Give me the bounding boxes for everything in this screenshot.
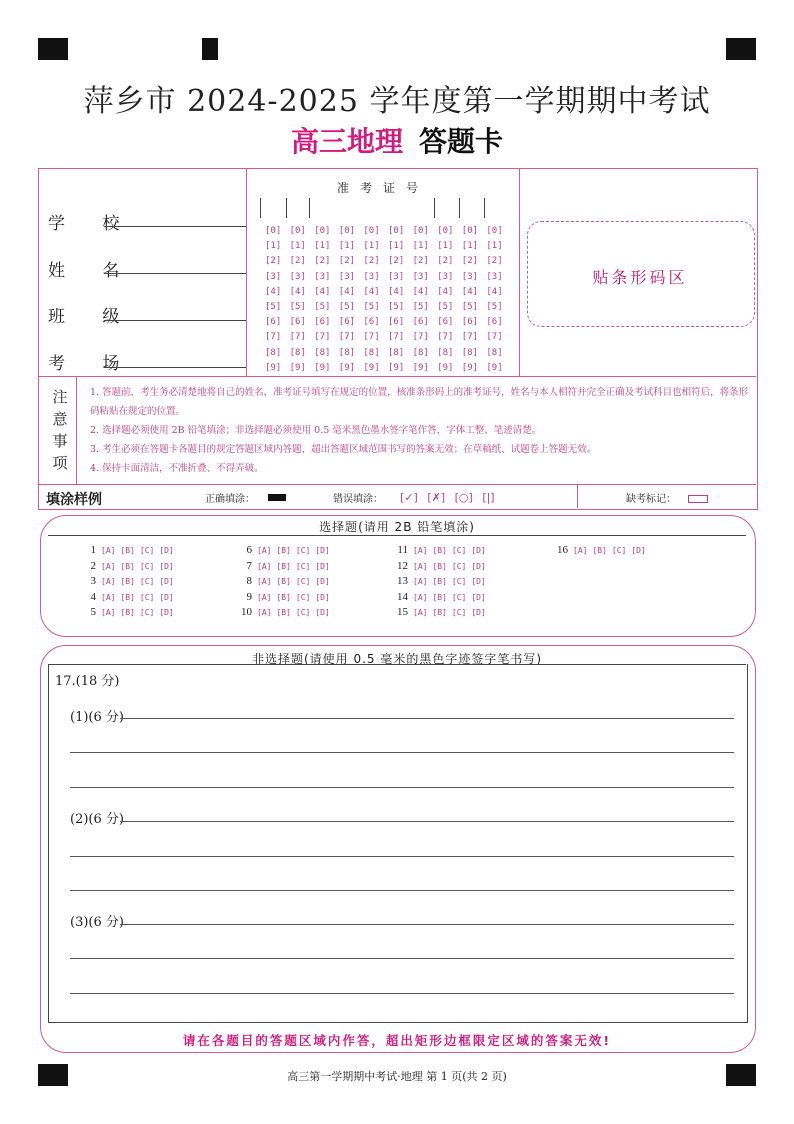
answer-line[interactable] xyxy=(120,924,734,925)
option-bubble[interactable]: [B] xyxy=(120,577,135,587)
ticket-digit-bubble[interactable]: [5] xyxy=(338,302,356,312)
option-bubble[interactable]: [C] xyxy=(611,546,627,555)
option-bubble[interactable]: [B] xyxy=(276,592,291,602)
option-bubble[interactable]: [A] xyxy=(101,546,116,555)
ticket-digit-bubble[interactable]: [9] xyxy=(265,362,282,373)
option-bubble[interactable]: [D] xyxy=(631,546,646,555)
question-17-label: 17.(18 分) xyxy=(55,674,120,689)
notice-char: 意 xyxy=(52,410,68,428)
ticket-digit-bubble[interactable]: [0] xyxy=(412,226,429,236)
ticket-digit-bubble[interactable]: [8] xyxy=(338,347,356,358)
option-bubble[interactable]: [C] xyxy=(295,577,311,587)
ticket-digit-bubble[interactable]: [3] xyxy=(412,271,429,282)
option-bubble[interactable]: [B] xyxy=(432,592,447,602)
option-bubble[interactable]: [D] xyxy=(315,546,330,555)
ticket-digit-bubble[interactable]: [7] xyxy=(314,332,331,343)
ticket-digit-bubble[interactable]: [7] xyxy=(461,332,479,343)
card-title xyxy=(0,120,794,160)
option-bubble[interactable]: [B] xyxy=(432,608,447,618)
exam-title: 萍乡市 2024-2025 学年度第一学期期中考试 xyxy=(83,84,711,119)
ticket-digit-bubble[interactable]: [3] xyxy=(461,271,479,282)
choice-question xyxy=(392,606,491,618)
answer-line[interactable] xyxy=(70,958,734,959)
option-bubble[interactable]: [A] xyxy=(101,592,116,602)
divider xyxy=(38,376,756,377)
option-bubble[interactable]: [C] xyxy=(295,592,311,602)
ticket-digit-bubble[interactable]: [1] xyxy=(363,241,380,252)
part-2-label: (2)(6 分) xyxy=(70,812,124,827)
ticket-entry-divider xyxy=(286,198,287,218)
ticket-digit-bubble[interactable]: [6] xyxy=(486,317,503,328)
ticket-digit-bubble[interactable]: [5] xyxy=(289,302,306,312)
ticket-entry-divider xyxy=(434,198,435,218)
ticket-digit-bubble[interactable]: [2] xyxy=(314,256,331,267)
check-mark-icon: [✓] xyxy=(400,491,418,504)
part-1-label: (1)(6 分) xyxy=(70,710,124,725)
question-number: 3 xyxy=(90,575,96,588)
page-footer: 高三第一学期期中考试·地理 第 1 页(共 2 页) xyxy=(287,1070,507,1083)
notice-item: 2. 选择题必须使用 2B 铅笔填涂；非选择题必须使用 0.5 毫米黑色墨水签字笔作答，字体工整、笔迹清楚。 xyxy=(90,425,542,436)
ticket-digit-bubble[interactable]: [8] xyxy=(388,347,405,358)
option-bubble[interactable]: [D] xyxy=(159,592,174,602)
choice-question xyxy=(236,575,335,587)
answer-line[interactable] xyxy=(120,821,734,822)
choice-question xyxy=(552,544,651,556)
divider xyxy=(76,376,77,484)
option-bubble[interactable]: [D] xyxy=(315,561,330,571)
option-bubble[interactable]: [B] xyxy=(120,561,135,571)
ticket-digit-bubble[interactable]: [0] xyxy=(289,226,306,236)
option-bubble[interactable]: [A] xyxy=(101,608,116,618)
choice-question xyxy=(392,544,491,556)
ticket-digit-bubble[interactable]: [1] xyxy=(486,241,503,252)
ticket-digit-bubble[interactable]: [4] xyxy=(486,286,503,297)
question-number: 7 xyxy=(246,559,252,572)
answer-line[interactable] xyxy=(120,718,734,719)
correct-fill-sample xyxy=(268,494,286,501)
ticket-entry-divider xyxy=(309,198,310,218)
option-bubble[interactable]: [B] xyxy=(432,561,447,571)
ticket-digit-bubble[interactable]: [2] xyxy=(412,256,429,267)
option-bubble[interactable]: [A] xyxy=(413,577,428,587)
notice-char: 事 xyxy=(52,432,68,450)
nonchoice-heading: 非选择题(请使用 0.5 毫米的黑色字迹签字笔书写) xyxy=(251,652,543,666)
option-bubble[interactable]: [C] xyxy=(295,546,311,555)
ticket-digit-bubble[interactable]: [7] xyxy=(412,332,429,343)
ticket-digit-bubble[interactable]: [6] xyxy=(363,317,380,328)
option-bubble[interactable]: [C] xyxy=(451,561,467,571)
divider xyxy=(577,484,578,508)
school-label: 学 校 xyxy=(48,214,136,234)
ticket-digit-bubble[interactable]: [0] xyxy=(314,226,331,236)
option-bubble[interactable]: [D] xyxy=(471,608,486,618)
ticket-digit-bubble[interactable]: [6] xyxy=(412,317,429,328)
option-bubble[interactable]: [C] xyxy=(451,608,467,618)
option-bubble[interactable]: [A] xyxy=(413,561,428,571)
room-label: 考 场 xyxy=(48,354,136,374)
option-bubble[interactable]: [A] xyxy=(413,546,428,555)
ticket-digit-bubble[interactable]: [0] xyxy=(461,226,479,236)
ticket-digit-bubble[interactable]: [7] xyxy=(363,332,380,343)
ticket-digit-bubble[interactable]: [4] xyxy=(314,286,331,297)
ticket-digit-bubble[interactable]: [9] xyxy=(363,362,380,373)
part-3-label: (3)(6 分) xyxy=(70,915,124,930)
wrong-fill-samples xyxy=(400,491,495,504)
ticket-digit-bubble[interactable]: [0] xyxy=(363,226,380,236)
ticket-digit-bubble[interactable]: [3] xyxy=(363,271,380,282)
ticket-digit-bubble[interactable]: [6] xyxy=(388,317,405,328)
barcode-label: 贴条形码区 xyxy=(592,268,688,287)
question-number: 12 xyxy=(397,559,408,572)
cross-mark-icon: [✗] xyxy=(427,491,446,504)
ticket-digit-bubble[interactable]: [1] xyxy=(265,241,282,252)
question-number: 13 xyxy=(397,575,408,588)
ticket-digit-bubble[interactable]: [2] xyxy=(338,256,356,267)
choice-question xyxy=(236,560,335,572)
ticket-digit-bubble[interactable]: [0] xyxy=(486,226,503,236)
ticket-digit-bubble[interactable]: [4] xyxy=(363,286,380,297)
ticket-digit-bubble[interactable]: [8] xyxy=(265,347,282,358)
room-field[interactable] xyxy=(104,367,246,368)
ticket-digit-bubble[interactable]: [9] xyxy=(486,362,503,373)
ticket-digit-bubble[interactable]: [5] xyxy=(437,302,454,312)
ticket-digit-bubble[interactable]: [8] xyxy=(314,347,331,358)
divider xyxy=(48,535,746,536)
option-bubble[interactable]: [A] xyxy=(101,577,116,587)
option-bubble[interactable]: [D] xyxy=(315,608,330,618)
option-bubble[interactable]: [B] xyxy=(120,592,135,602)
divider xyxy=(246,168,247,376)
option-bubble[interactable]: [C] xyxy=(139,592,155,602)
option-bubble[interactable]: [A] xyxy=(257,561,272,571)
option-bubble[interactable]: [C] xyxy=(451,577,467,587)
option-bubble[interactable]: [D] xyxy=(159,546,174,555)
option-bubble[interactable]: [A] xyxy=(101,561,116,571)
notice-item: 3. 考生必须在答题卡各题目的规定答题区域内答题，超出答题区域范围书写的答案无效；在草稿纸、试题卷上答题无效。 xyxy=(90,444,597,455)
ticket-digit-bubble[interactable]: [6] xyxy=(289,317,306,328)
ticket-digit-bubble[interactable]: [1] xyxy=(412,241,429,252)
option-bubble[interactable]: [D] xyxy=(315,592,330,602)
ticket-digit-bubble[interactable]: [5] xyxy=(388,302,405,312)
question-number: 11 xyxy=(397,544,408,556)
question-number: 15 xyxy=(397,606,408,619)
ticket-digit-bubble[interactable]: [8] xyxy=(289,347,306,358)
answer-line[interactable] xyxy=(70,787,734,788)
ticket-digit-bubble[interactable]: [5] xyxy=(265,302,282,312)
ticket-digit-bubble[interactable]: [2] xyxy=(461,256,479,267)
ticket-digit-bubble[interactable]: [7] xyxy=(338,332,356,343)
question-number: 10 xyxy=(241,606,252,619)
option-bubble[interactable]: [C] xyxy=(139,608,155,618)
school-field[interactable] xyxy=(104,226,246,227)
boundary-warning: 请在各题目的答题区域内作答，超出矩形边框限定区域的答案无效! xyxy=(182,1033,612,1048)
bar-mark-icon: [|] xyxy=(482,491,495,504)
option-bubble[interactable]: [C] xyxy=(451,546,467,555)
option-bubble[interactable]: [B] xyxy=(276,546,291,555)
ticket-digit-bubble[interactable]: [2] xyxy=(265,256,282,267)
option-bubble[interactable]: [D] xyxy=(471,546,486,555)
card-label: 答题卡 xyxy=(419,125,504,158)
ticket-digit-bubble[interactable]: [9] xyxy=(412,362,429,373)
ticket-digit-bubble[interactable]: [4] xyxy=(265,286,282,297)
choice-question xyxy=(80,591,179,603)
ticket-digit-bubble[interactable]: [1] xyxy=(338,241,356,252)
option-bubble[interactable]: [A] xyxy=(413,592,428,602)
option-bubble[interactable]: [B] xyxy=(276,608,291,618)
option-bubble[interactable]: [A] xyxy=(257,546,272,555)
ticket-digit-bubble[interactable]: [5] xyxy=(363,302,380,312)
choice-question xyxy=(392,560,491,572)
ticket-digit-bubble[interactable]: [7] xyxy=(265,332,282,343)
ticket-digit-bubble[interactable]: [1] xyxy=(437,241,454,252)
ticket-digit-bubble[interactable]: [1] xyxy=(289,241,306,252)
ticket-digit-bubble[interactable]: [5] xyxy=(412,302,429,312)
ticket-digit-bubble[interactable]: [3] xyxy=(486,271,503,282)
ticket-digit-bubble[interactable]: [1] xyxy=(314,241,331,252)
ticket-digit-bubble[interactable]: [0] xyxy=(437,226,454,236)
question-number: 5 xyxy=(90,606,96,619)
ticket-digit-bubble[interactable]: [6] xyxy=(265,317,282,328)
option-bubble[interactable]: [D] xyxy=(159,608,174,618)
option-bubble[interactable]: [B] xyxy=(432,546,447,555)
ticket-digit-bubble[interactable]: [6] xyxy=(314,317,331,328)
ticket-digit-bubble[interactable]: [3] xyxy=(338,271,356,282)
ticket-digit-bubble[interactable]: [5] xyxy=(486,302,503,312)
option-bubble[interactable]: [A] xyxy=(257,608,272,618)
option-bubble[interactable]: [D] xyxy=(471,592,486,602)
registration-mark xyxy=(202,38,218,60)
ticket-digit-bubble[interactable]: [3] xyxy=(388,271,405,282)
question-number: 8 xyxy=(246,575,252,588)
question-number: 6 xyxy=(246,544,252,556)
question-number: 16 xyxy=(557,544,568,556)
option-bubble[interactable]: [C] xyxy=(295,561,311,571)
ticket-digit-bubble[interactable]: [3] xyxy=(437,271,454,282)
option-bubble[interactable]: [B] xyxy=(432,577,447,587)
class-label: 班 级 xyxy=(48,307,136,327)
ticket-entry-divider xyxy=(484,198,485,218)
ticket-digit-bubble[interactable]: [0] xyxy=(388,226,405,236)
ticket-digit-bubble[interactable]: [2] xyxy=(486,256,503,267)
ticket-digit-bubble[interactable]: [8] xyxy=(412,347,429,358)
option-bubble[interactable]: [C] xyxy=(295,608,311,618)
option-bubble[interactable]: [C] xyxy=(139,577,155,587)
choice-question xyxy=(236,606,335,618)
option-bubble[interactable]: [A] xyxy=(573,546,588,555)
answer-line[interactable] xyxy=(70,856,734,857)
ticket-digit-bubble[interactable]: [6] xyxy=(461,317,479,328)
subject-title: 高三地理 xyxy=(290,125,403,158)
ticket-digit-bubble[interactable]: [8] xyxy=(437,347,454,358)
option-bubble[interactable]: [B] xyxy=(120,608,135,618)
option-bubble[interactable]: [B] xyxy=(276,577,291,587)
choice-question xyxy=(80,544,179,556)
notice-heading xyxy=(50,386,70,474)
ticket-digit-bubble[interactable]: [6] xyxy=(437,317,454,328)
ticket-digit-bubble[interactable]: [4] xyxy=(338,286,356,297)
divider xyxy=(38,484,756,485)
ticket-digit-bubble[interactable]: [6] xyxy=(338,317,356,328)
absent-label: 缺考标记： xyxy=(626,494,676,505)
option-bubble[interactable]: [D] xyxy=(159,561,174,571)
option-bubble[interactable]: [D] xyxy=(471,561,486,571)
question-number: 9 xyxy=(246,590,252,603)
ticket-digit-bubble[interactable]: [7] xyxy=(388,332,405,343)
option-bubble[interactable]: [B] xyxy=(592,546,607,555)
notice-item: 1. 答题前，考生务必清楚地将自己的姓名，准考证号填写在规定的位置，核准条形码上的准考证号，姓名与本人相符并完全正确及考试科目也相符后，将条形码粘贴在规定的位置。 xyxy=(90,387,749,417)
question-number: 2 xyxy=(90,559,96,572)
ticket-digit-bubble[interactable]: [4] xyxy=(289,286,306,297)
option-bubble[interactable]: [C] xyxy=(139,561,155,571)
option-bubble[interactable]: [A] xyxy=(257,592,272,602)
ticket-digit-bubble[interactable]: [7] xyxy=(486,332,503,343)
ticket-digit-bubble[interactable]: [4] xyxy=(388,286,405,297)
answer-line[interactable] xyxy=(70,993,734,994)
option-bubble[interactable]: [A] xyxy=(413,608,428,618)
ticket-digit-bubble[interactable]: [9] xyxy=(461,362,479,373)
ticket-digit-bubble[interactable]: [8] xyxy=(486,347,503,358)
option-bubble[interactable]: [B] xyxy=(120,546,135,555)
ticket-digit-bubble[interactable]: [4] xyxy=(412,286,429,297)
name-label: 姓 名 xyxy=(48,261,136,281)
ticket-number-title: 准考证号 xyxy=(336,181,429,195)
divider xyxy=(519,168,520,376)
class-field[interactable] xyxy=(104,320,246,321)
choice-question xyxy=(392,575,491,587)
option-bubble[interactable]: [D] xyxy=(315,577,330,587)
option-bubble[interactable]: [C] xyxy=(451,592,467,602)
option-bubble[interactable]: [D] xyxy=(471,577,486,587)
question-number: 1 xyxy=(90,544,96,556)
ticket-entry-divider xyxy=(260,198,261,218)
choice-question xyxy=(236,544,335,556)
ticket-digit-bubble[interactable]: [9] xyxy=(437,362,454,373)
name-field[interactable] xyxy=(104,273,246,274)
sample-label: 填涂样例 xyxy=(46,492,102,508)
choice-question xyxy=(236,591,335,603)
ticket-digit-bubble[interactable]: [3] xyxy=(314,271,331,282)
circle-mark-icon: [○] xyxy=(454,491,473,504)
choice-question xyxy=(80,575,179,587)
ticket-digit-bubble[interactable]: [2] xyxy=(388,256,405,267)
notice-char: 注 xyxy=(52,388,68,406)
choice-question xyxy=(392,591,491,603)
ticket-digit-bubble[interactable]: [0] xyxy=(338,226,356,236)
registration-mark xyxy=(726,38,756,60)
ticket-digit-bubble[interactable]: [0] xyxy=(265,226,282,236)
question-number: 4 xyxy=(90,590,96,603)
registration-mark xyxy=(38,38,68,60)
ticket-digit-bubble[interactable]: [9] xyxy=(314,362,331,373)
ticket-digit-bubble[interactable]: [3] xyxy=(265,271,282,282)
ticket-digit-bubble[interactable]: [9] xyxy=(388,362,405,373)
ticket-digit-bubble[interactable]: [2] xyxy=(289,256,306,267)
ticket-digit-bubble[interactable]: [7] xyxy=(289,332,306,343)
ticket-digit-bubble[interactable]: [8] xyxy=(363,347,380,358)
option-bubble[interactable]: [D] xyxy=(159,577,174,587)
answer-line[interactable] xyxy=(70,890,734,891)
option-bubble[interactable]: [B] xyxy=(276,561,291,571)
ticket-digit-bubble[interactable]: [8] xyxy=(461,347,479,358)
ticket-entry-divider xyxy=(459,198,460,218)
ticket-digit-bubble[interactable]: [4] xyxy=(461,286,479,297)
answer-line[interactable] xyxy=(70,752,734,753)
question-number: 14 xyxy=(397,590,408,603)
ticket-digit-bubble[interactable]: [4] xyxy=(437,286,454,297)
ticket-digit-bubble[interactable]: [5] xyxy=(461,302,479,312)
ticket-digit-bubble[interactable]: [5] xyxy=(314,302,331,312)
notice-char: 项 xyxy=(52,454,68,472)
ticket-digit-bubble[interactable]: [9] xyxy=(338,362,356,373)
option-bubble[interactable]: [A] xyxy=(257,577,272,587)
choice-question xyxy=(80,560,179,572)
choice-heading: 选择题(请用 2B 铅笔填涂) xyxy=(319,520,475,534)
ticket-digit-bubble[interactable]: [2] xyxy=(437,256,454,267)
correct-label: 正确填涂： xyxy=(205,494,255,505)
choice-question xyxy=(80,606,179,618)
notice-list xyxy=(90,383,755,478)
wrong-label: 错误填涂： xyxy=(333,494,383,505)
ticket-digit-bubble[interactable]: [3] xyxy=(289,271,306,282)
ticket-digit-bubble[interactable]: [2] xyxy=(363,256,380,267)
absent-box[interactable] xyxy=(688,495,708,503)
ticket-digit-bubble[interactable]: [9] xyxy=(289,362,306,373)
option-bubble[interactable]: [C] xyxy=(139,546,155,555)
ticket-digit-bubble[interactable]: [1] xyxy=(388,241,405,252)
notice-item: 4. 保持卡面清洁，不准折叠、不得弄破。 xyxy=(90,463,264,474)
ticket-digit-bubble[interactable]: [7] xyxy=(437,332,454,343)
ticket-digit-bubble[interactable]: [1] xyxy=(461,241,479,252)
